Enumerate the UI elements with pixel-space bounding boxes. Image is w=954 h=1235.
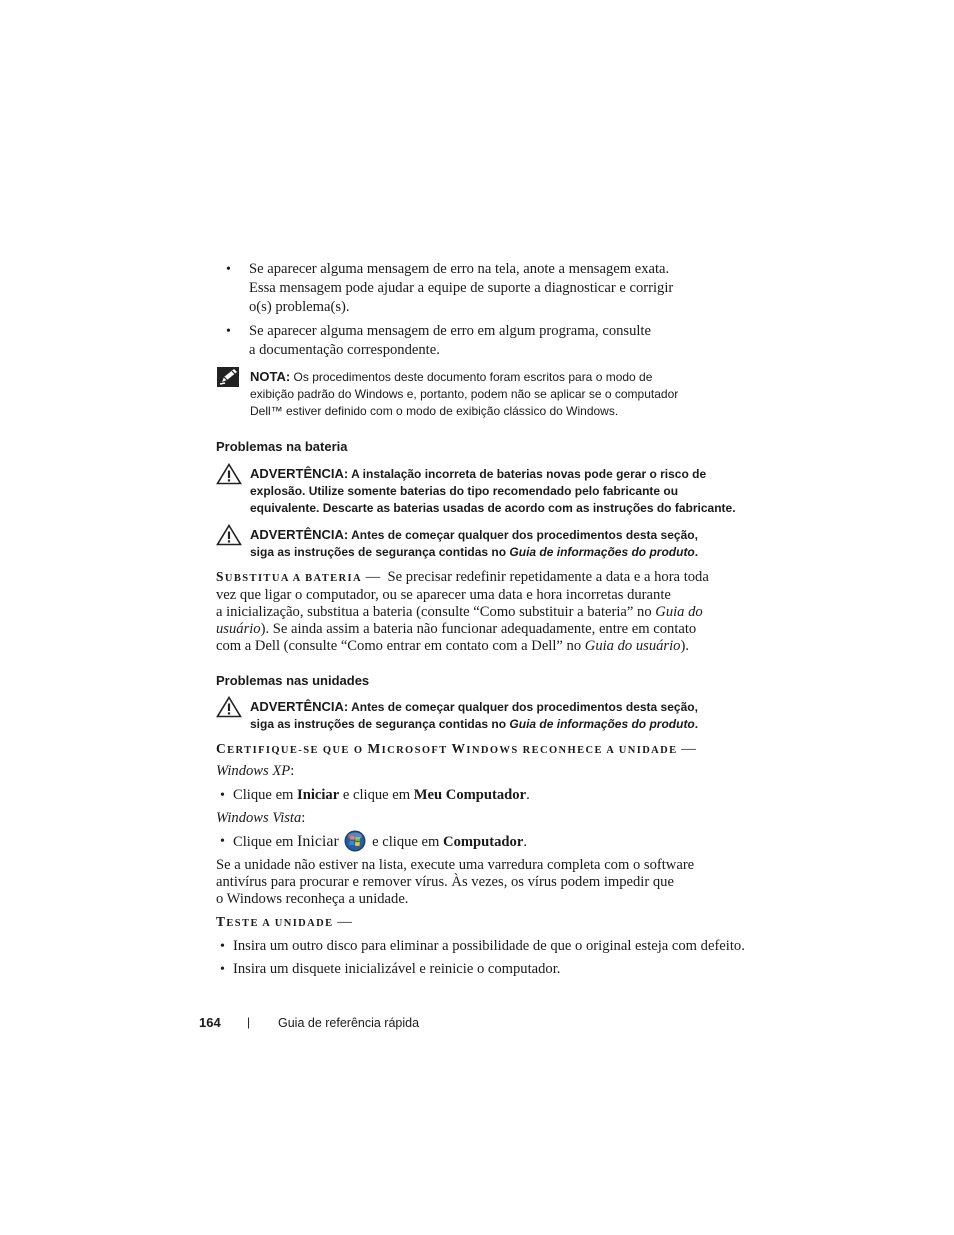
dash: —: [365, 569, 381, 585]
os-name: Windows Vista: [216, 810, 302, 826]
text-segment: a inicialização, substitua a bateria (consulte “Como substituir a bateria” no: [216, 604, 656, 620]
note-pencil-icon: [216, 366, 242, 388]
windows-xp-label: [216, 763, 294, 780]
start-menu-ref: Iniciar: [297, 787, 340, 803]
text-line: equivalente. Descarte as baterias usadas de acordo com as instruções do fabricante.: [250, 501, 736, 515]
os-name: Windows XP: [216, 763, 291, 779]
text-line: exibição padrão do Windows e, portanto, podem não se aplicar se o computador: [250, 387, 679, 401]
text-segment: e clique em: [339, 787, 414, 803]
text-segment: .: [523, 834, 527, 850]
subheading-rest: ERTIFIQUE-SE QUE O: [227, 745, 368, 756]
text-segment: siga as instruções de segurança contidas no: [250, 545, 510, 559]
text-segment: .: [694, 717, 699, 731]
warning-safety-battery: [250, 526, 698, 561]
subheading-replace-battery: [216, 569, 362, 584]
warning-label: ADVERTÊNCIA:: [250, 699, 349, 714]
subheading-rest: ESTE A UNIDADE: [226, 918, 334, 929]
bullet-dot: •: [220, 939, 225, 954]
subheading-cap: S: [216, 569, 225, 584]
xp-step-item: [233, 787, 530, 804]
test-item-boot-floppy: Insira um disquete inicializável e reinicie o computador.: [233, 961, 561, 977]
text-segment: Clique em: [233, 787, 298, 803]
bullet-item-program-error: [249, 323, 651, 359]
subheading-cap: T: [216, 914, 227, 929]
text-line: Essa mensagem pode ajudar a equipe de suporte a diagnosticar e corrigir: [249, 280, 674, 296]
windows-vista-label: [216, 810, 305, 827]
replace-battery-paragraph: [216, 568, 716, 655]
text-segment: e clique em: [372, 834, 444, 850]
subheading-cap: M: [367, 741, 382, 756]
text-segment: siga as instruções de segurança contidas no: [250, 717, 510, 731]
text-line: A instalação incorreta de baterias novas pode gerar o risco de: [351, 467, 707, 481]
windows-start-orb-icon: [344, 830, 366, 852]
start-menu-ref: Iniciar: [297, 833, 339, 850]
dash: —: [681, 741, 696, 757]
section-heading-drives: Problemas nas unidades: [216, 673, 370, 688]
colon: :: [301, 810, 306, 826]
bullet-dot: •: [220, 788, 225, 803]
text-segment: .: [694, 545, 699, 559]
computer-ref: Computador: [443, 834, 524, 850]
bullet-dot: •: [226, 262, 231, 277]
text-line: vez que ligar o computador, ou se aparecer uma data e hora incorretas durante: [216, 587, 671, 603]
test-item-other-disk: Insira um outro disco para eliminar a possibilidade de que o original esteja com defeito.: [233, 938, 745, 954]
subheading-cap: C: [216, 741, 228, 756]
warning-label: ADVERTÊNCIA:: [250, 527, 349, 542]
footer-separator: |: [247, 1015, 251, 1029]
text-line: Antes de começar qualquer dos procedimentos desta seção,: [351, 528, 698, 542]
warning-triangle-icon: [216, 463, 242, 485]
bullet-item-error-message: [249, 261, 673, 316]
text-line: explosão. Utilize somente baterias do tipo recomendado pelo fabricante ou: [250, 484, 679, 498]
colon: :: [290, 763, 295, 779]
user-guide-ref: usuário: [216, 621, 261, 637]
footer-title: Guia de referência rápida: [278, 1016, 420, 1030]
text-line: o(s) problema(s).: [249, 299, 350, 315]
warning-label: ADVERTÊNCIA:: [250, 466, 349, 481]
text-segment: ).: [680, 638, 689, 654]
warning-safety-drives: [250, 698, 698, 733]
text-line: Se aparecer alguma mensagem de erro na tela, anote a mensagem exata.: [249, 261, 670, 277]
product-info-guide-ref: Guia de informações do produto: [509, 545, 695, 559]
bullet-dot: •: [220, 962, 225, 977]
dash: —: [337, 914, 352, 930]
text-segment: com a Dell (consulte “Como entrar em contato com a Dell” no: [216, 638, 585, 654]
warning-triangle-icon: [216, 524, 242, 546]
text-line: o Windows reconheça a unidade.: [216, 891, 409, 907]
antivirus-paragraph: [216, 857, 694, 908]
text-segment: Clique em: [233, 834, 298, 850]
my-computer-ref: Meu Computador: [413, 787, 527, 803]
section-heading-battery: Problemas na bateria: [216, 439, 348, 454]
text-line: antivírus para procurar e remover vírus. Às vezes, os vírus podem impedir que: [216, 874, 674, 890]
subheading-rest: INDOWS RECONHECE A UNIDADE: [466, 745, 678, 756]
text-segment: ). Se ainda assim a bateria não funcionar adequadamente, entre em contato: [260, 621, 697, 637]
vista-step-item: [233, 833, 527, 852]
product-info-guide-ref: Guia de informações do produto: [509, 717, 695, 731]
warning-battery-install: [250, 465, 736, 517]
subheading-cap: W: [451, 741, 467, 756]
user-guide-ref: Guia do: [655, 604, 703, 620]
text-line: a documentação correspondente.: [249, 342, 440, 358]
text-segment: .: [526, 787, 530, 803]
note-label: NOTA:: [250, 369, 291, 384]
subheading-rest: UBSTITUA A BATERIA: [224, 573, 362, 584]
text-line: Antes de começar qualquer dos procedimentos desta seção,: [351, 700, 698, 714]
bullet-dot: •: [226, 324, 231, 339]
text-line: Se a unidade não estiver na lista, execute uma varredura completa com o software: [216, 857, 695, 873]
warning-triangle-icon: [216, 696, 242, 718]
subheading-test-drive: [216, 913, 352, 932]
text-line: Os procedimentos deste documento foram escritos para o modo de: [293, 370, 653, 384]
subheading-rest: ICROSOFT: [381, 745, 452, 756]
bullet-dot: •: [220, 834, 225, 849]
note-text: [250, 368, 678, 420]
text-line: Se aparecer alguma mensagem de erro em algum programa, consulte: [249, 323, 651, 339]
text-line: Dell™ estiver definido com o modo de exibição clássico do Windows.: [250, 404, 619, 418]
text-line: Se precisar redefinir repetidamente a data e a hora toda: [387, 569, 709, 585]
page-number: 164: [199, 1015, 221, 1030]
subheading-certify-windows: [216, 740, 696, 759]
user-guide-ref: Guia do usuário: [584, 638, 681, 654]
